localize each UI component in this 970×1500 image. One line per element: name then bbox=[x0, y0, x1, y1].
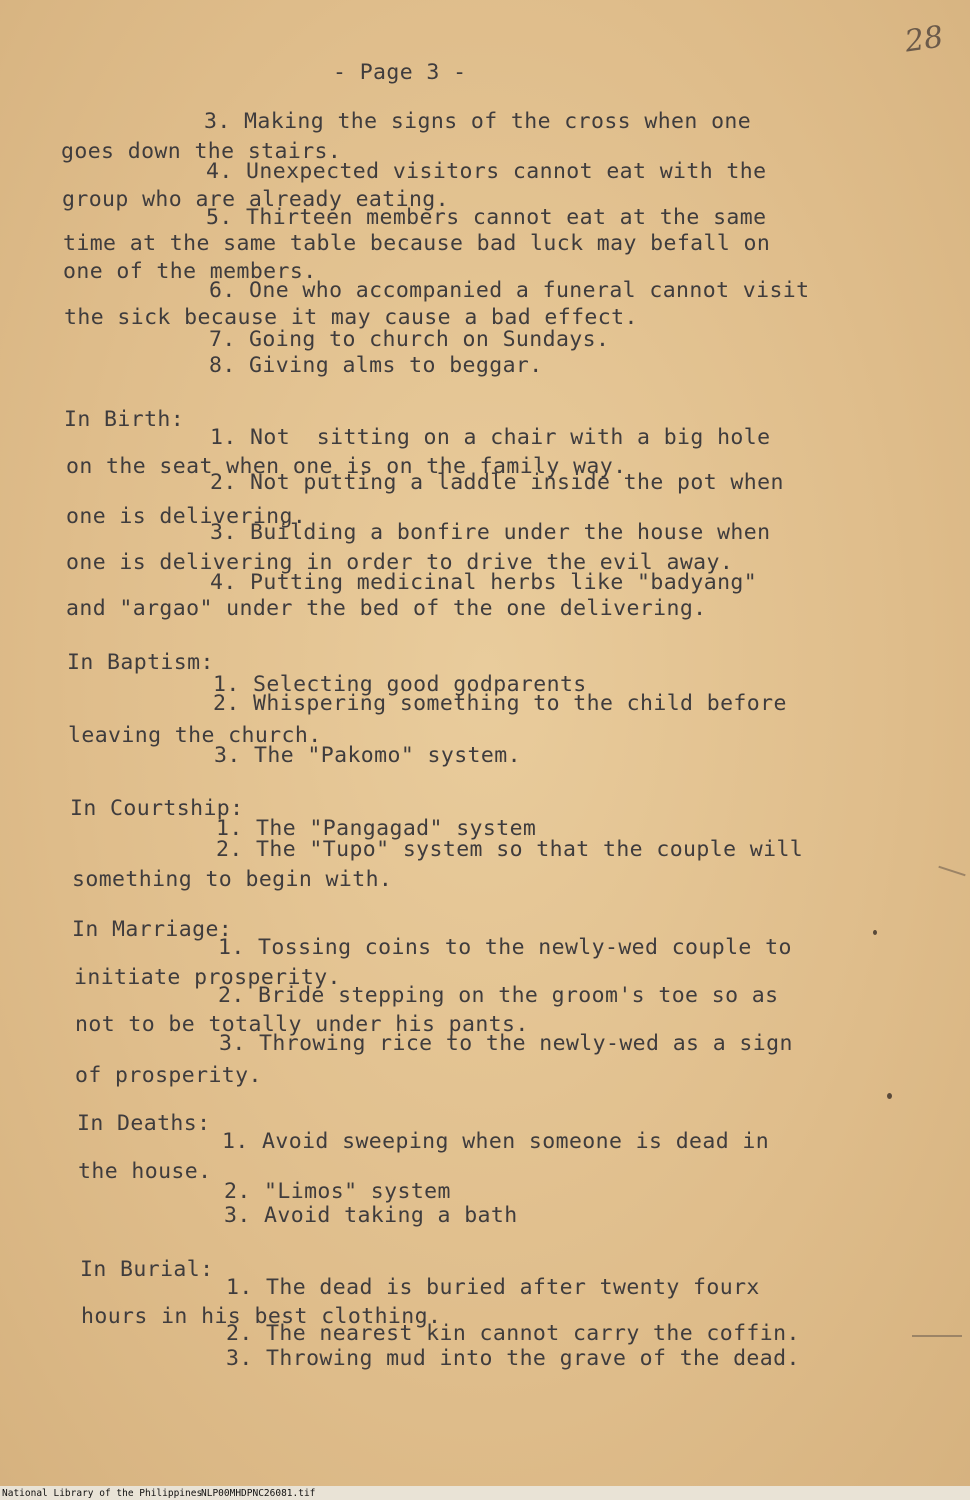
text-line: 2. Whispering something to the child before bbox=[213, 691, 787, 716]
text-line: the house. bbox=[78, 1159, 212, 1184]
text-line: on the seat when one is on the family way. bbox=[66, 454, 627, 479]
text-line: 3. Avoid taking a bath bbox=[224, 1203, 518, 1228]
section-heading-birth: In Birth: bbox=[64, 407, 185, 432]
text-line: initiate prosperity. bbox=[74, 965, 341, 990]
text-line: 4. Putting medicinal herbs like "badyang" bbox=[210, 570, 758, 595]
text-line: 2. "Limos" system bbox=[224, 1179, 451, 1204]
section-heading-courtship: In Courtship: bbox=[70, 796, 244, 821]
section-heading-marriage: In Marriage: bbox=[72, 917, 233, 942]
text-line: something to begin with. bbox=[72, 867, 393, 892]
section-heading-deaths: In Deaths: bbox=[77, 1111, 211, 1136]
text-line: 1. The dead is buried after twenty fourx bbox=[226, 1275, 760, 1300]
text-line: 1. Selecting good godparents bbox=[213, 672, 587, 697]
text-line: 7. Going to church on Sundays. bbox=[209, 327, 610, 352]
text-line: 2. Bride stepping on the groom's toe so as bbox=[218, 983, 779, 1008]
text-line: 3. Making the signs of the cross when one bbox=[204, 109, 752, 134]
text-line: not to be totally under his pants. bbox=[75, 1012, 529, 1037]
text-line: of prosperity. bbox=[75, 1063, 262, 1088]
text-line: 2. The "Tupo" system so that the couple will bbox=[216, 837, 804, 862]
footer-filename: NLP00MHDPNC26081.tif bbox=[201, 1488, 316, 1499]
folio-number: 28 bbox=[902, 19, 946, 60]
text-line: 8. Giving alms to beggar. bbox=[209, 353, 543, 378]
text-line: group who are already eating. bbox=[62, 187, 449, 212]
page-header: - Page 3 - bbox=[333, 60, 467, 85]
section-heading-baptism: In Baptism: bbox=[67, 650, 214, 675]
margin-line bbox=[912, 1335, 962, 1337]
text-line: 1. Not sitting on a chair with a big hole bbox=[210, 425, 771, 450]
text-line: hours in his best clothing. bbox=[81, 1304, 442, 1329]
section-heading-burial: In Burial: bbox=[80, 1257, 214, 1282]
margin-speck bbox=[887, 1093, 892, 1099]
text-line: 3. Building a bonfire under the house when bbox=[210, 520, 771, 545]
text-line: 1. Avoid sweeping when someone is dead in bbox=[222, 1129, 770, 1154]
text-line: 4. Unexpected visitors cannot eat with the bbox=[206, 159, 767, 184]
text-line: 2. The nearest kin cannot carry the coffin. bbox=[226, 1321, 800, 1346]
text-line: 6. One who accompanied a funeral cannot visit bbox=[209, 278, 810, 303]
text-line: 3. Throwing rice to the newly-wed as a sign bbox=[219, 1031, 793, 1056]
text-line: time at the same table because bad luck may befall on bbox=[63, 231, 771, 256]
margin-speck bbox=[873, 930, 877, 935]
text-line: goes down the stairs. bbox=[61, 139, 342, 164]
footer-library: National Library of the Philippines bbox=[2, 1488, 203, 1499]
text-line: 5. Thirteen members cannot eat at the same bbox=[206, 205, 767, 230]
margin-line bbox=[938, 866, 965, 877]
text-line: 2. Not putting a laddle inside the pot when bbox=[210, 470, 784, 495]
text-line: 1. Tossing coins to the newly-wed couple to bbox=[218, 935, 792, 960]
text-line: 1. The "Pangagad" system bbox=[216, 816, 537, 841]
text-line: 3. The "Pakomo" system. bbox=[214, 743, 521, 768]
text-line: one is delivering. bbox=[66, 504, 307, 529]
text-line: leaving the church. bbox=[68, 723, 322, 748]
text-line: one of the members. bbox=[63, 259, 317, 284]
text-line: 3. Throwing mud into the grave of the dead. bbox=[226, 1346, 800, 1371]
text-line: and "argao" under the bed of the one delivering. bbox=[66, 596, 707, 621]
text-line: the sick because it may cause a bad effect. bbox=[64, 305, 638, 330]
text-line: one is delivering in order to drive the evil away. bbox=[66, 550, 734, 575]
